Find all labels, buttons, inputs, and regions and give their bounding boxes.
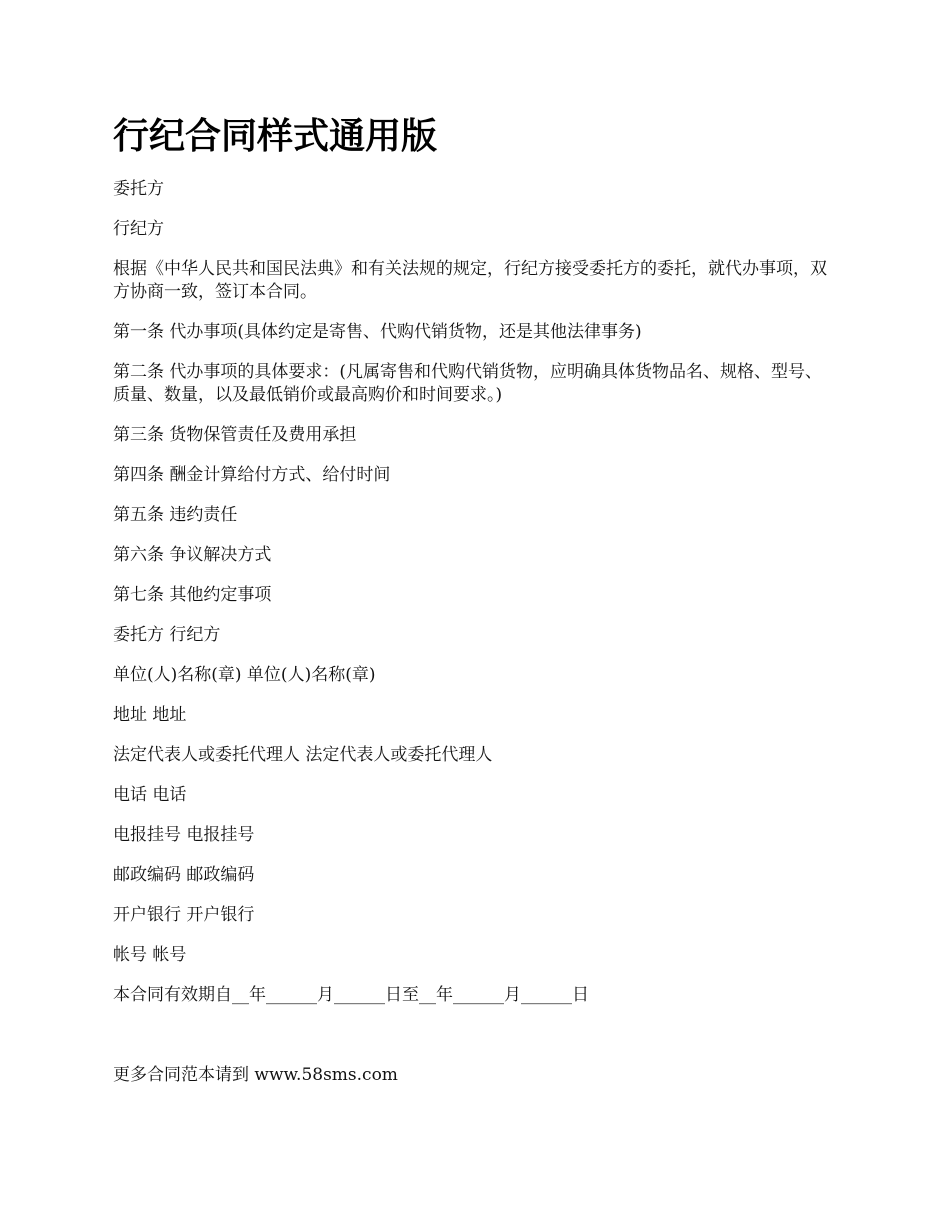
signature-representative: 法定代表人或委托代理人 法定代表人或委托代理人 xyxy=(113,745,493,765)
signature-address: 地址 地址 xyxy=(113,705,187,725)
validity-period: 本合同有效期自__年______月______日至__年______月______日 xyxy=(113,985,589,1005)
document-title: 行纪合同样式通用版 xyxy=(113,115,438,157)
document-body xyxy=(113,178,833,1087)
article-2: 第二条 代办事项的具体要求：(凡属寄售和代购代销货物，应明确具体货物品名、规格、型号、质量、数量，以及最低销价或最高购价和时间要求。) xyxy=(113,362,823,405)
signature-unit-name: 单位(人)名称(章) 单位(人)名称(章) xyxy=(113,665,376,685)
signature-account: 帐号 帐号 xyxy=(113,945,187,965)
signature-postcode: 邮政编码 邮政编码 xyxy=(113,865,255,885)
article-5: 第五条 违约责任 xyxy=(113,505,238,525)
footer-link-text: 更多合同范本请到 www.58sms.com xyxy=(113,1065,398,1085)
article-7: 第七条 其他约定事项 xyxy=(113,585,272,605)
article-6: 第六条 争议解决方式 xyxy=(113,545,272,565)
paragraph-commission-agent: 行纪方 xyxy=(113,219,164,239)
signature-bank: 开户银行 开户银行 xyxy=(113,905,255,925)
signature-parties: 委托方 行纪方 xyxy=(113,625,221,645)
signature-phone: 电话 电话 xyxy=(113,785,187,805)
document-page xyxy=(113,112,833,1104)
paragraph-entrusting-party: 委托方 xyxy=(113,179,164,199)
article-3: 第三条 货物保管责任及费用承担 xyxy=(113,425,357,445)
paragraph-preamble: 根据《中华人民共和国民法典》和有关法规的规定，行纪方接受委托方的委托，就代办事项，双方协商一致，签订本合同。 xyxy=(113,259,827,302)
article-1: 第一条 代办事项(具体约定是寄售、代购代销货物，还是其他法律事务) xyxy=(113,322,642,342)
footer-spacer xyxy=(113,1024,833,1064)
article-4: 第四条 酬金计算给付方式、给付时间 xyxy=(113,465,391,485)
signature-telegraph: 电报挂号 电报挂号 xyxy=(113,825,255,845)
